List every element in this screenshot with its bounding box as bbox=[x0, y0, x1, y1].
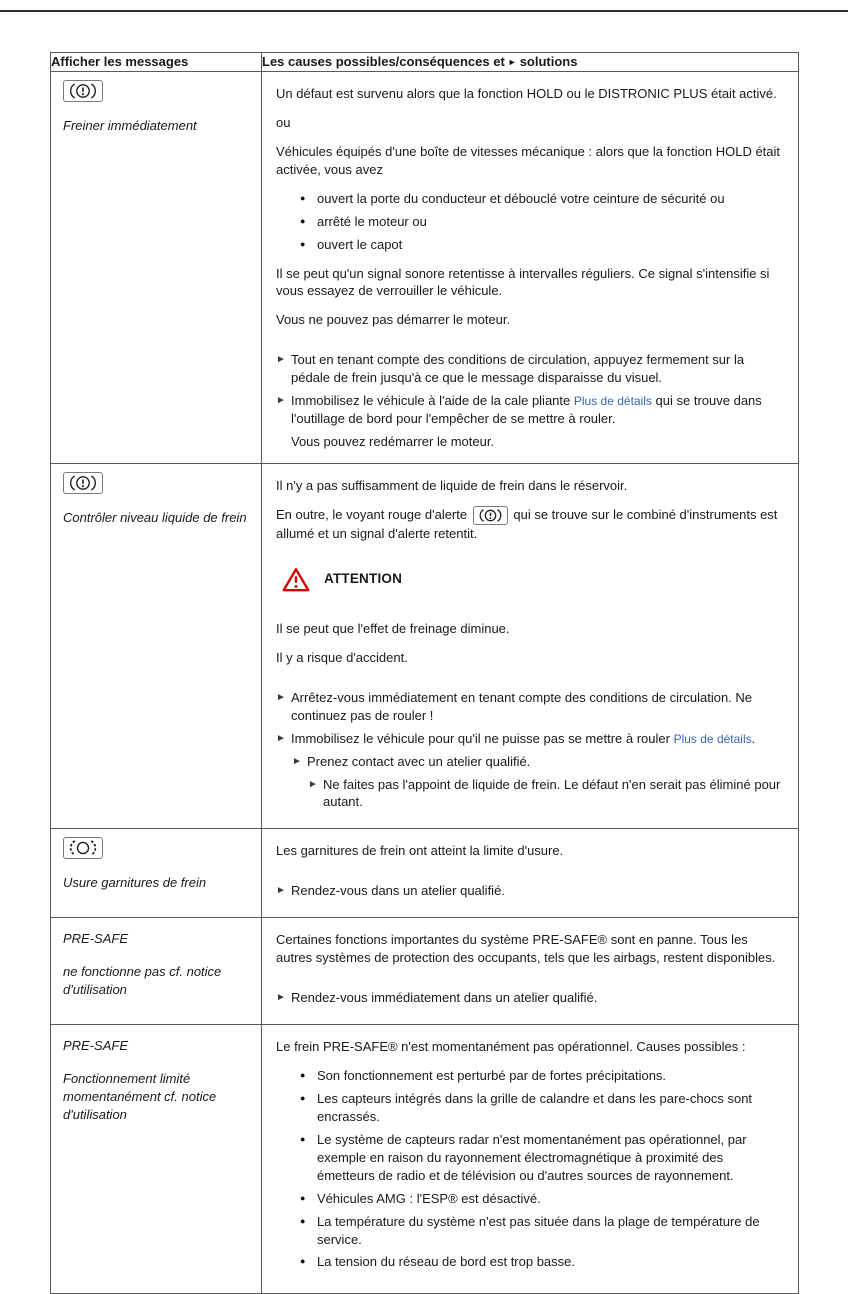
display-message: Contrôler niveau liquide de frein bbox=[63, 509, 247, 525]
cause-text: Le frein PRE-SAFE® n'est momentanément pas opérationnel. Causes possibles : bbox=[276, 1039, 746, 1055]
bullet-icon: ● bbox=[300, 1256, 306, 1267]
solution-item: ► Arrêtez-vous immédiatement en tenant compte des conditions de circulation. Ne continuez pas de rouler ! bbox=[276, 689, 753, 723]
bullet-icon: ● bbox=[300, 1092, 306, 1103]
bullet-icon: ● bbox=[300, 1215, 306, 1226]
brake-warning-icon bbox=[473, 506, 508, 525]
bullet-icon: ● bbox=[300, 1070, 306, 1080]
bullet-item: ● La tension du réseau de bord est trop basse. bbox=[300, 1254, 576, 1270]
brake-warning-icon bbox=[63, 80, 103, 102]
solutions-list bbox=[276, 882, 784, 900]
arrow-icon: ► bbox=[308, 778, 318, 790]
messages-table bbox=[50, 52, 799, 1294]
bullet-item: ● arrêté le moteur ou bbox=[300, 213, 427, 229]
column-header-messages: Afficher les messages bbox=[51, 53, 262, 72]
bullet-item: ● La température du système n'est pas située dans la plage de température de service. bbox=[300, 1213, 760, 1247]
arrow-icon: ► bbox=[276, 992, 286, 1004]
cause-text: Certaines fonctions importantes du système PRE-SAFE® sont en panne. Tous les autres systèmes de protection des occupants, tels que les airbags, restent disponibles. bbox=[276, 932, 776, 966]
solutions-list bbox=[276, 689, 784, 812]
plus-de-details-link[interactable]: Plus de détails bbox=[673, 731, 752, 746]
consequence-text: Il y a risque d'accident. bbox=[276, 649, 408, 665]
solution-item: ► Prenez contact avec un atelier qualifié. bbox=[292, 753, 531, 769]
solution-item: ► Immobilisez le véhicule pour qu'il ne puisse pas se mettre à rouler Plus de détails. bbox=[276, 730, 756, 746]
bullet-icon: ● bbox=[300, 192, 306, 203]
bullet-item: ● Le système de capteurs radar n'est momentanément pas opérationnel, par exemple en raison du rayonnement électromagnétique à proximité des émetteurs de radio et de télévision ou d'autres sources de rayonnement. bbox=[300, 1131, 747, 1183]
consequence-text: Il se peut que l'effet de freinage diminue. bbox=[276, 620, 510, 636]
cause-bullet-list bbox=[276, 190, 784, 254]
solutions-list bbox=[276, 351, 784, 451]
cause-text: ou bbox=[276, 114, 291, 130]
bullet-item: ● Véhicules AMG : l'ESP® est désactivé. bbox=[300, 1190, 541, 1206]
bullet-item: ● Les capteurs intégrés dans la grille de calandre et dans les pare-chocs sont encrassés. bbox=[300, 1090, 753, 1124]
arrow-icon: ► bbox=[276, 354, 286, 366]
display-message: PRE-SAFE bbox=[63, 931, 129, 947]
column-header-causes bbox=[262, 53, 799, 72]
page-top-rule bbox=[0, 10, 848, 12]
solutions-arrow-icon: ► bbox=[507, 57, 517, 67]
solution-item: ► Immobilisez le véhicule à l'aide de la cale pliante Plus de détails qui se trouve dans l'outillage de bord pour l'empêcher de se mettre à rouler. bbox=[276, 393, 762, 427]
brake-pad-wear-icon bbox=[63, 837, 103, 859]
solution-item: ► Tout en tenant compte des conditions de circulation, appuyez fermement sur la pédale de frein jusqu'à ce que le message disparaisse du visuel. bbox=[276, 352, 745, 386]
warning-label: ATTENTION bbox=[324, 571, 403, 587]
cause-bullet-list bbox=[276, 1067, 784, 1271]
bullet-item: ● Son fonctionnement est perturbé par de fortes précipitations. bbox=[300, 1068, 667, 1083]
cause-text: Un défaut est survenu alors que la fonction HOLD ou le DISTRONIC PLUS était activé. bbox=[276, 85, 777, 101]
cause-text: Vous ne pouvez pas démarrer le moteur. bbox=[276, 312, 511, 328]
bullet-item: ● ouvert le capot bbox=[300, 236, 403, 252]
table-row bbox=[51, 918, 799, 1025]
display-message: Usure garnitures de frein bbox=[63, 875, 207, 891]
table-row bbox=[51, 464, 799, 829]
arrow-icon: ► bbox=[276, 395, 286, 407]
solutions-list bbox=[276, 989, 784, 1007]
header-causes-text-pre: Les causes possibles/conséquences et bbox=[262, 54, 505, 69]
arrow-icon: ► bbox=[276, 732, 286, 744]
bullet-icon: ● bbox=[300, 1133, 306, 1144]
cause-text: Il se peut qu'un signal sonore retentisse à intervalles réguliers. Ce signal s'intensifie si vous essayez de verrouiller le véhicule. bbox=[276, 265, 770, 299]
display-message: ne fonctionne pas cf. notice d'utilisation bbox=[63, 964, 222, 998]
table-row bbox=[51, 829, 799, 918]
solution-item: ► Rendez-vous immédiatement dans un atelier qualifié. bbox=[276, 990, 598, 1006]
display-message: Freiner immédiatement bbox=[63, 117, 197, 133]
arrow-icon: ► bbox=[276, 691, 286, 703]
cause-text: Véhicules équipés d'une boîte de vitesses mécanique : alors que la fonction HOLD était activée, vous avez bbox=[276, 143, 781, 177]
cause-text: Les garnitures de frein ont atteint la limite d'usure. bbox=[276, 843, 564, 859]
warning-attention bbox=[282, 567, 784, 592]
display-message: Fonctionnement limité momentanément cf. notice d'utilisation bbox=[63, 1071, 217, 1122]
plus-de-details-link[interactable]: Plus de détails bbox=[573, 394, 652, 409]
arrow-icon: ► bbox=[276, 885, 286, 897]
solution-note: Vous pouvez redémarrer le moteur. bbox=[291, 434, 495, 450]
bullet-icon: ● bbox=[300, 215, 306, 226]
brake-warning-icon bbox=[63, 472, 103, 494]
table-header-row bbox=[51, 53, 799, 72]
cause-text: En outre, le voyant rouge d'alerte qui se trouve sur le combiné d'instruments est allumé et un signal d'alerte retentit. bbox=[276, 506, 778, 541]
table-row bbox=[51, 1025, 799, 1294]
table-row bbox=[51, 71, 799, 463]
solution-item: ► Ne faites pas l'appoint de liquide de frein. Le défaut n'en serait pas éliminé pour autant. bbox=[308, 776, 781, 810]
header-causes-text-post: solutions bbox=[519, 54, 578, 69]
bullet-icon: ● bbox=[300, 238, 306, 249]
arrow-icon: ► bbox=[292, 755, 302, 767]
display-message: PRE-SAFE bbox=[63, 1038, 129, 1054]
bullet-icon: ● bbox=[300, 1192, 306, 1203]
solution-item: ► Rendez-vous dans un atelier qualifié. bbox=[276, 883, 505, 899]
cause-text: Il n'y a pas suffisamment de liquide de frein dans le réservoir. bbox=[276, 478, 628, 493]
bullet-item: ● ouvert la porte du conducteur et débouclé votre ceinture de sécurité ou bbox=[300, 190, 725, 206]
warning-triangle-icon bbox=[282, 567, 310, 592]
